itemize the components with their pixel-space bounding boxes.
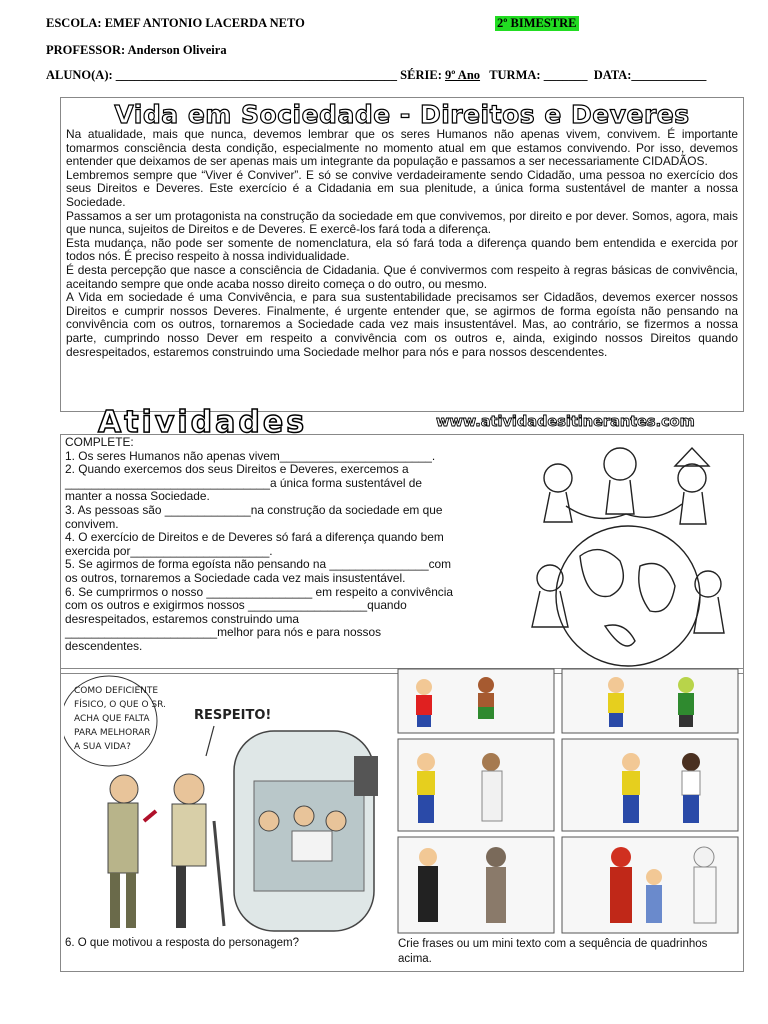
question-line[interactable]: com os outros e exigirmos nossos __________________quando xyxy=(65,598,407,613)
question-line[interactable]: 3. As pessoas são _____________na construção da sociedade em que xyxy=(65,502,443,517)
article-paragraph: Esta mudança, não pode ser somente de nomenclatura, ela só fará toda a diferença quando bem entendida e exercida por todos nós. É preciso respeito à nossa individualidade. xyxy=(66,235,738,264)
respect-shout: RESPEITO! xyxy=(194,708,272,723)
speech-line: PARA MELHORAR xyxy=(74,728,151,738)
website-url: www.atividadesitinerantes.com xyxy=(436,414,695,430)
activities-title: Atividades xyxy=(98,405,308,440)
grade-label: SÉRIE: xyxy=(400,68,442,82)
grade-value: 9º Ano xyxy=(444,68,481,82)
article-paragraph: É desta percepção que nasce a consciência de Cidadania. Que é convivermos com respeito à regras básicas de convivência, aceitando sempre que onde acaba nosso direito começa o do outro, ou mesmo. xyxy=(66,262,738,291)
question-line: descendentes. xyxy=(65,638,143,653)
speech-line: ACHA QUE FALTA xyxy=(74,714,150,724)
speech-line: FÍSICO, O QUE O SR. xyxy=(74,700,166,710)
question-line: os outros, tornaremos a Sociedade cada vez mais insustentável. xyxy=(65,570,406,585)
teacher-name: Anderson Oliveira xyxy=(127,43,227,57)
class-field[interactable]: TURMA: _______ xyxy=(489,68,588,82)
globe-children-illustration xyxy=(510,436,740,668)
comic-strip xyxy=(396,667,740,935)
question-line: COMPLETE: xyxy=(65,435,134,449)
article-paragraph: A Vida em sociedade é uma Convivência, e para sua sustentabilidade precisamos ser Cidadãos, devemos exercer nossos Direitos e cumprir nossos Deveres. Finalmente, é urgente entender que, se agirmos de forma egoísta não pensando na convivência com os outros, tornaremos a Sociedade cada vez mais insustentável. Mas, ao contrário, se fizermos a nossa parte, cumprindo nosso Dever em respeito a convivência com os outros e, ainda, exigindo nossos Direitos quando desrespeitados, estaremos construindo uma Sociedade melhor para nós e para nossos descendentes. xyxy=(66,290,738,359)
question-line: convivem. xyxy=(65,516,119,531)
article-paragraph: Lembremos sempre que “Viver é Conviver”. E só se convive verdadeiramente sendo Cidadão, uma pessoa no exercício dos seus Direitos e Deveres. Este exercício é a Cidadania em sua plenitude, a única forma sustentável de manter a nossa Sociedade. xyxy=(66,167,738,209)
question-line[interactable]: 6. Se cumprirmos o nosso ________________ em respeito a convivência xyxy=(65,584,454,599)
school-name: ESCOLA: EMEF ANTONIO LACERDA NETO xyxy=(46,16,305,30)
article-title: Vida em Sociedade - Direitos e Deveres xyxy=(114,100,690,129)
question-6-motivation: 6. O que motivou a resposta do personagem? xyxy=(65,937,299,949)
speech-line: COMO DEFICIENTE xyxy=(74,686,159,696)
teacher-line xyxy=(46,43,227,58)
comic-instruction: Crie frases ou um mini texto com a sequência de quadrinhos acima. xyxy=(398,938,708,965)
question-line[interactable]: exercida por_____________________. xyxy=(65,543,273,558)
question-line[interactable]: _______________________melhor para nós e para nossos xyxy=(65,625,382,640)
bimester-badge: 2º BIMESTRE xyxy=(497,16,577,30)
date-field[interactable]: DATA:____________ xyxy=(593,68,707,82)
question-line: manter a nossa Sociedade. xyxy=(65,489,210,504)
student-line xyxy=(46,68,706,83)
article-paragraph: Na atualidade, mais que nunca, devemos lembrar que os seres Humanos não apenas vivem, convivem. É importante tomarmos consciência desta condição, especialmente no momento atual em que estamos convivendo. Por isso, devemos entender que deixamos de ser apenas mais um integrante da população e passamos a ser necessariamente CIDADÃOS. xyxy=(66,127,738,169)
teacher-label: PROFESSOR: xyxy=(46,43,126,57)
question-line[interactable]: 1. Os seres Humanos não apenas vivem_______________________. xyxy=(65,448,436,463)
question-line: desrespeitados, estaremos construindo uma xyxy=(65,611,299,626)
respect-cartoon xyxy=(64,671,390,935)
article-text xyxy=(66,128,738,359)
student-field[interactable]: ALUNO(A): _____________________________________________ xyxy=(46,68,398,82)
speech-line: A SUA VIDA? xyxy=(74,742,131,752)
globe-icon xyxy=(556,526,700,666)
question-line: 4. O exercício de Direitos e de Deveres só fará a diferença quando bem xyxy=(65,530,444,545)
article-paragraph: Passamos a ser um protagonista na construção da sociedade em que convivemos, por direito e por dever. Somos, agora, mais que nunca, sujeitos de Direitos e de Deveres. E exercê-los fará toda a diferença. xyxy=(66,208,738,237)
question-line: 2. Quando exercemos dos seus Direitos e Deveres, exercemos a xyxy=(65,462,409,477)
question-line[interactable]: _______________________________a única forma sustentável de xyxy=(65,475,423,490)
complete-questions xyxy=(65,436,505,654)
article-box xyxy=(60,97,744,412)
question-line[interactable]: 5. Se agirmos de forma egoísta não pensando na _______________com xyxy=(65,557,452,572)
